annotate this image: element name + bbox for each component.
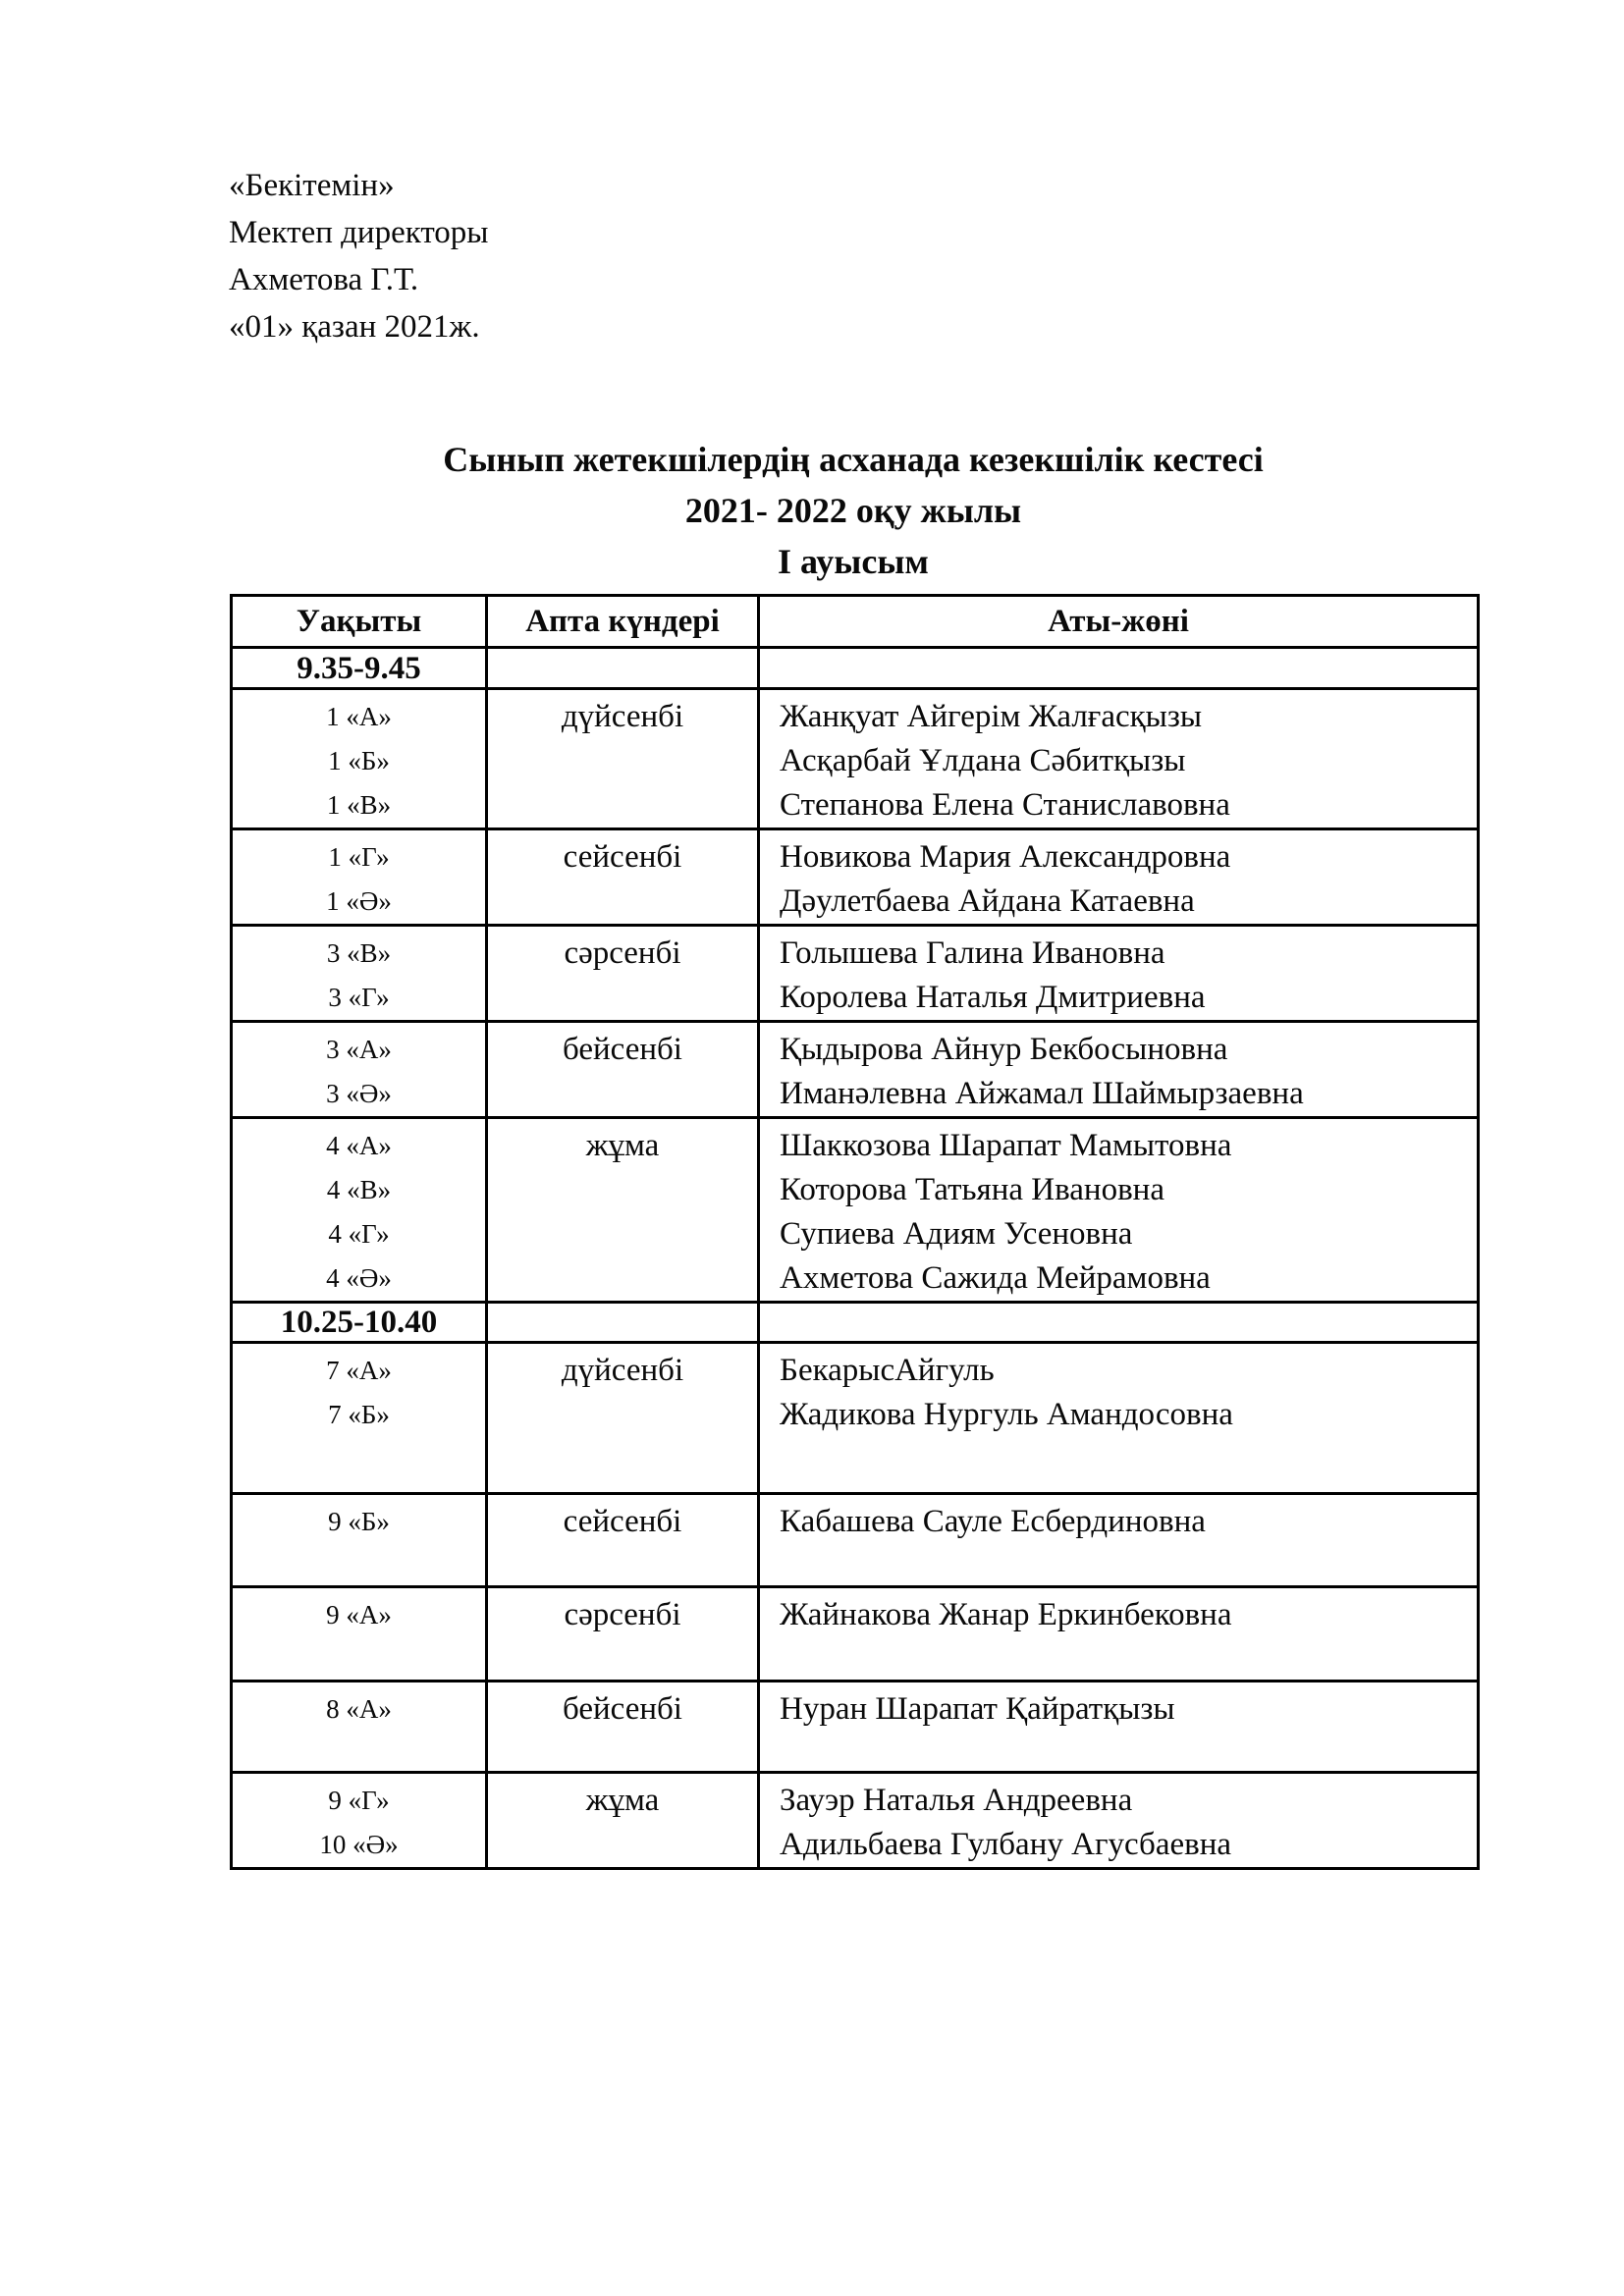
class-label: 3 «Ә» bbox=[326, 1079, 392, 1108]
approval-line-date: «01» қазан 2021ж. bbox=[229, 309, 480, 345]
weekday-cell bbox=[487, 1118, 759, 1303]
title-line-main: Сынып жетекшілердің асханада кезекшілік кестесі bbox=[443, 440, 1264, 479]
column-header-time: Уақыты bbox=[232, 596, 487, 648]
teacher-name: Жанқуат Айгерім Жалғасқызы bbox=[780, 699, 1203, 734]
weekday-label: сейсенбі bbox=[563, 1504, 682, 1539]
teacher-name: Зауэр Наталья Андреевна bbox=[780, 1783, 1133, 1818]
teacher-name: Новикова Мария Александровна bbox=[780, 839, 1231, 875]
class-label: 9 «Б» bbox=[328, 1507, 390, 1536]
class-label: 1 «Ә» bbox=[326, 886, 392, 916]
duty-row bbox=[232, 1587, 1479, 1682]
class-list-cell bbox=[232, 829, 487, 926]
empty-names-cell bbox=[759, 1303, 1479, 1343]
teacher-name: Супиева Адиям Усеновна bbox=[780, 1216, 1133, 1252]
class-label: 1 «А» bbox=[326, 702, 392, 731]
class-list-cell bbox=[232, 689, 487, 829]
weekday-label: сәрсенбі bbox=[564, 935, 681, 971]
teacher-name: Степанова Елена Станиславовна bbox=[780, 787, 1230, 823]
teacher-name: Нуран Шарапат Қайратқызы bbox=[780, 1691, 1175, 1727]
class-label: 9 «Г» bbox=[328, 1786, 390, 1815]
teacher-name: Голышева Галина Ивановна bbox=[780, 935, 1165, 971]
class-label: 3 «Г» bbox=[328, 983, 390, 1012]
approval-line-director-name: Ахметова Г.Т. bbox=[229, 262, 419, 297]
teacher-names-cell bbox=[759, 689, 1479, 829]
class-list-cell bbox=[232, 1587, 487, 1682]
class-label: 4 «В» bbox=[326, 1175, 392, 1204]
class-list-cell bbox=[232, 1022, 487, 1118]
teacher-name: Кабашева Сауле Есбердиновна bbox=[780, 1504, 1206, 1539]
class-label: 4 «А» bbox=[326, 1131, 392, 1160]
duty-row bbox=[232, 1682, 1479, 1773]
class-label: 1 «В» bbox=[326, 790, 392, 820]
teacher-names-cell bbox=[759, 1682, 1479, 1773]
weekday-cell bbox=[487, 1343, 759, 1494]
weekday-label: бейсенбі bbox=[563, 1691, 682, 1727]
weekday-cell bbox=[487, 689, 759, 829]
teacher-names-cell bbox=[759, 1587, 1479, 1682]
class-label: 10 «Ә» bbox=[319, 1830, 399, 1859]
class-list-cell bbox=[232, 1118, 487, 1303]
teacher-name: Шаккозова Шарапат Мамытовна bbox=[780, 1128, 1232, 1163]
class-label: 4 «Ә» bbox=[326, 1263, 392, 1293]
class-label: 4 «Г» bbox=[328, 1219, 390, 1249]
column-header-weekdays: Апта күндері bbox=[487, 596, 759, 648]
table-header-row bbox=[232, 596, 1479, 648]
time-slot-row bbox=[232, 648, 1479, 689]
class-label: 1 «Г» bbox=[328, 842, 390, 872]
teacher-names-cell bbox=[759, 1494, 1479, 1587]
duty-row bbox=[232, 1118, 1479, 1303]
teacher-name: Ахметова Сажида Мейрамовна bbox=[780, 1260, 1211, 1296]
duty-row bbox=[232, 689, 1479, 829]
teacher-name: Которова Татьяна Ивановна bbox=[780, 1172, 1164, 1207]
time-slot-cell bbox=[232, 1303, 487, 1343]
weekday-label: сейсенбі bbox=[563, 839, 682, 875]
teacher-name: Қыдырова Айнур Бекбосыновна bbox=[780, 1032, 1228, 1067]
time-slot-cell bbox=[232, 648, 487, 689]
class-label: 9 «А» bbox=[326, 1600, 392, 1629]
teacher-names-cell bbox=[759, 1343, 1479, 1494]
duty-row bbox=[232, 1773, 1479, 1869]
weekday-cell bbox=[487, 1773, 759, 1869]
duty-schedule-table bbox=[230, 594, 1480, 1870]
weekday-label: бейсенбі bbox=[563, 1032, 682, 1067]
teacher-names-cell bbox=[759, 1773, 1479, 1869]
empty-names-cell bbox=[759, 648, 1479, 689]
teacher-name: Дәулетбаева Айдана Катаевна bbox=[780, 883, 1195, 919]
table-body bbox=[232, 648, 1479, 1869]
class-label: 7 «Б» bbox=[328, 1400, 390, 1429]
duty-row bbox=[232, 1343, 1479, 1494]
class-list-cell bbox=[232, 1494, 487, 1587]
time-slot-row bbox=[232, 1303, 1479, 1343]
empty-weekday-cell bbox=[487, 1303, 759, 1343]
class-label: 3 «А» bbox=[326, 1035, 392, 1064]
weekday-cell bbox=[487, 829, 759, 926]
column-header-full-name: Аты-жөні bbox=[759, 596, 1479, 648]
document-title bbox=[230, 434, 1477, 587]
weekday-label: жұма bbox=[585, 1783, 660, 1818]
class-label: 7 «А» bbox=[326, 1356, 392, 1385]
teacher-name: Асқарбай Ұлдана Сәбитқызы bbox=[780, 743, 1186, 778]
weekday-cell bbox=[487, 1022, 759, 1118]
time-slot-label: 9.35-9.45 bbox=[297, 650, 421, 686]
time-slot-label: 10.25-10.40 bbox=[280, 1305, 438, 1340]
weekday-cell bbox=[487, 1494, 759, 1587]
teacher-name: Жайнакова Жанар Еркинбековна bbox=[780, 1597, 1232, 1632]
teacher-names-cell bbox=[759, 829, 1479, 926]
teacher-name: Иманәлевна Айжамал Шаймырзаевна bbox=[780, 1076, 1304, 1111]
weekday-cell bbox=[487, 1682, 759, 1773]
class-list-cell bbox=[232, 926, 487, 1022]
weekday-label: дүйсенбі bbox=[561, 1353, 684, 1388]
teacher-names-cell bbox=[759, 926, 1479, 1022]
class-list-cell bbox=[232, 1682, 487, 1773]
title-line-school-year: 2021- 2022 оқу жылы bbox=[684, 491, 1022, 530]
weekday-label: сәрсенбі bbox=[564, 1597, 681, 1632]
weekday-label: жұма bbox=[585, 1128, 660, 1163]
weekday-cell bbox=[487, 1587, 759, 1682]
empty-weekday-cell bbox=[487, 648, 759, 689]
weekday-label: дүйсенбі bbox=[561, 699, 684, 734]
teacher-names-cell bbox=[759, 1022, 1479, 1118]
class-label: 8 «А» bbox=[326, 1694, 392, 1724]
teacher-names-cell bbox=[759, 1118, 1479, 1303]
class-list-cell bbox=[232, 1773, 487, 1869]
duty-row bbox=[232, 926, 1479, 1022]
approval-line-role: Мектеп директоры bbox=[229, 215, 489, 250]
duty-row bbox=[232, 829, 1479, 926]
teacher-name: Жадикова Нургуль Амандосовна bbox=[780, 1397, 1233, 1432]
duty-row bbox=[232, 1494, 1479, 1587]
class-label: 1 «Б» bbox=[328, 746, 390, 775]
class-list-cell bbox=[232, 1343, 487, 1494]
approval-line-stamp: «Бекітемін» bbox=[229, 168, 395, 203]
class-label: 3 «В» bbox=[326, 938, 392, 968]
title-line-shift: І ауысым bbox=[778, 542, 929, 581]
teacher-name: Королева Наталья Дмитриевна bbox=[780, 980, 1206, 1015]
duty-row bbox=[232, 1022, 1479, 1118]
weekday-cell bbox=[487, 926, 759, 1022]
teacher-name: Адильбаева Гулбану Агусбаевна bbox=[780, 1827, 1232, 1862]
approval-block bbox=[229, 162, 488, 350]
teacher-name: БекарысАйгуль bbox=[780, 1353, 995, 1388]
